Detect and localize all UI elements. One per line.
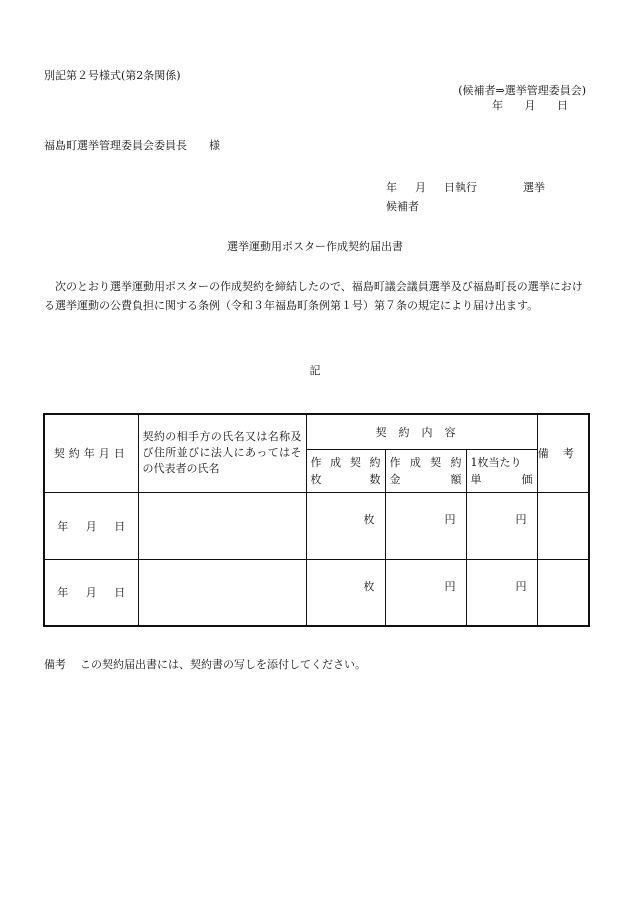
contract-date-cell[interactable]: 年 月 日 [44,492,138,559]
footnote [44,656,366,672]
header-unit-price: 1枚当たり 単 価 [466,449,537,492]
print-count-cell[interactable]: 枚 [306,559,385,626]
header-contract-amount: 作 成 契 約 金 額 [385,449,466,492]
ki-marker: 記 [309,364,321,377]
election-label: 選挙 [523,181,545,194]
submission-date [492,97,568,113]
table-row [44,492,589,559]
footnote-text: この契約届出書には、契約書の写しを添付してください。 [80,658,366,671]
header-contract-date: 契約年月日 [44,414,138,492]
honorific: 様 [209,139,220,152]
addressee [44,137,220,153]
addressee-name: 福島町選挙管理委員会委員長 [44,139,187,152]
unit-price-cell[interactable]: 円 [466,492,537,559]
day-label: 日 [557,99,568,112]
unit-price-cell[interactable]: 円 [466,559,537,626]
routing-note: (候補者⇒選挙管理委員会) [458,84,586,97]
remarks-cell[interactable] [537,492,589,559]
exec-day: 日執行 [444,181,477,194]
election-execution-line [386,179,545,195]
table-row [44,559,589,626]
contract-amount-cell[interactable]: 円 [385,492,466,559]
footnote-label: 備考 [44,658,66,671]
contract-amount-cell[interactable]: 円 [385,559,466,626]
contract-party-cell[interactable] [138,559,306,626]
remarks-cell[interactable] [537,559,589,626]
header-remarks: 備考 [537,414,589,492]
header-print-count: 作 成 契 約 枚 数 [306,449,385,492]
month-label: 月 [524,99,536,112]
contract-date-cell[interactable]: 年 月 日 [44,559,138,626]
document-title: 選挙運動用ポスター作成契約届出書 [227,240,403,253]
contract-party-cell[interactable] [138,492,306,559]
header-contract-details: 契約内容 [306,414,537,449]
exec-month: 月 [415,181,426,194]
contract-table [43,413,590,627]
year-label: 年 [492,99,503,112]
header-contract-party: 契約の相手方の氏名又は名称及び住所並びに法人にあってはその代表者の氏名 [138,414,306,492]
body-paragraph: 次のとおり選挙運動用ポスターの作成契約を締結したので、福島町議会議員選挙及び福島町長の選挙における選挙運動の公費負担に関する条例（令和３年福島町条例第１号）第７条の規定により届け出ます。 [44,280,583,312]
exec-year: 年 [386,181,397,194]
candidate-label: 候補者 [386,200,419,213]
form-label: 別記第２号様式(第2条関係) [44,69,181,82]
print-count-cell[interactable]: 枚 [306,492,385,559]
